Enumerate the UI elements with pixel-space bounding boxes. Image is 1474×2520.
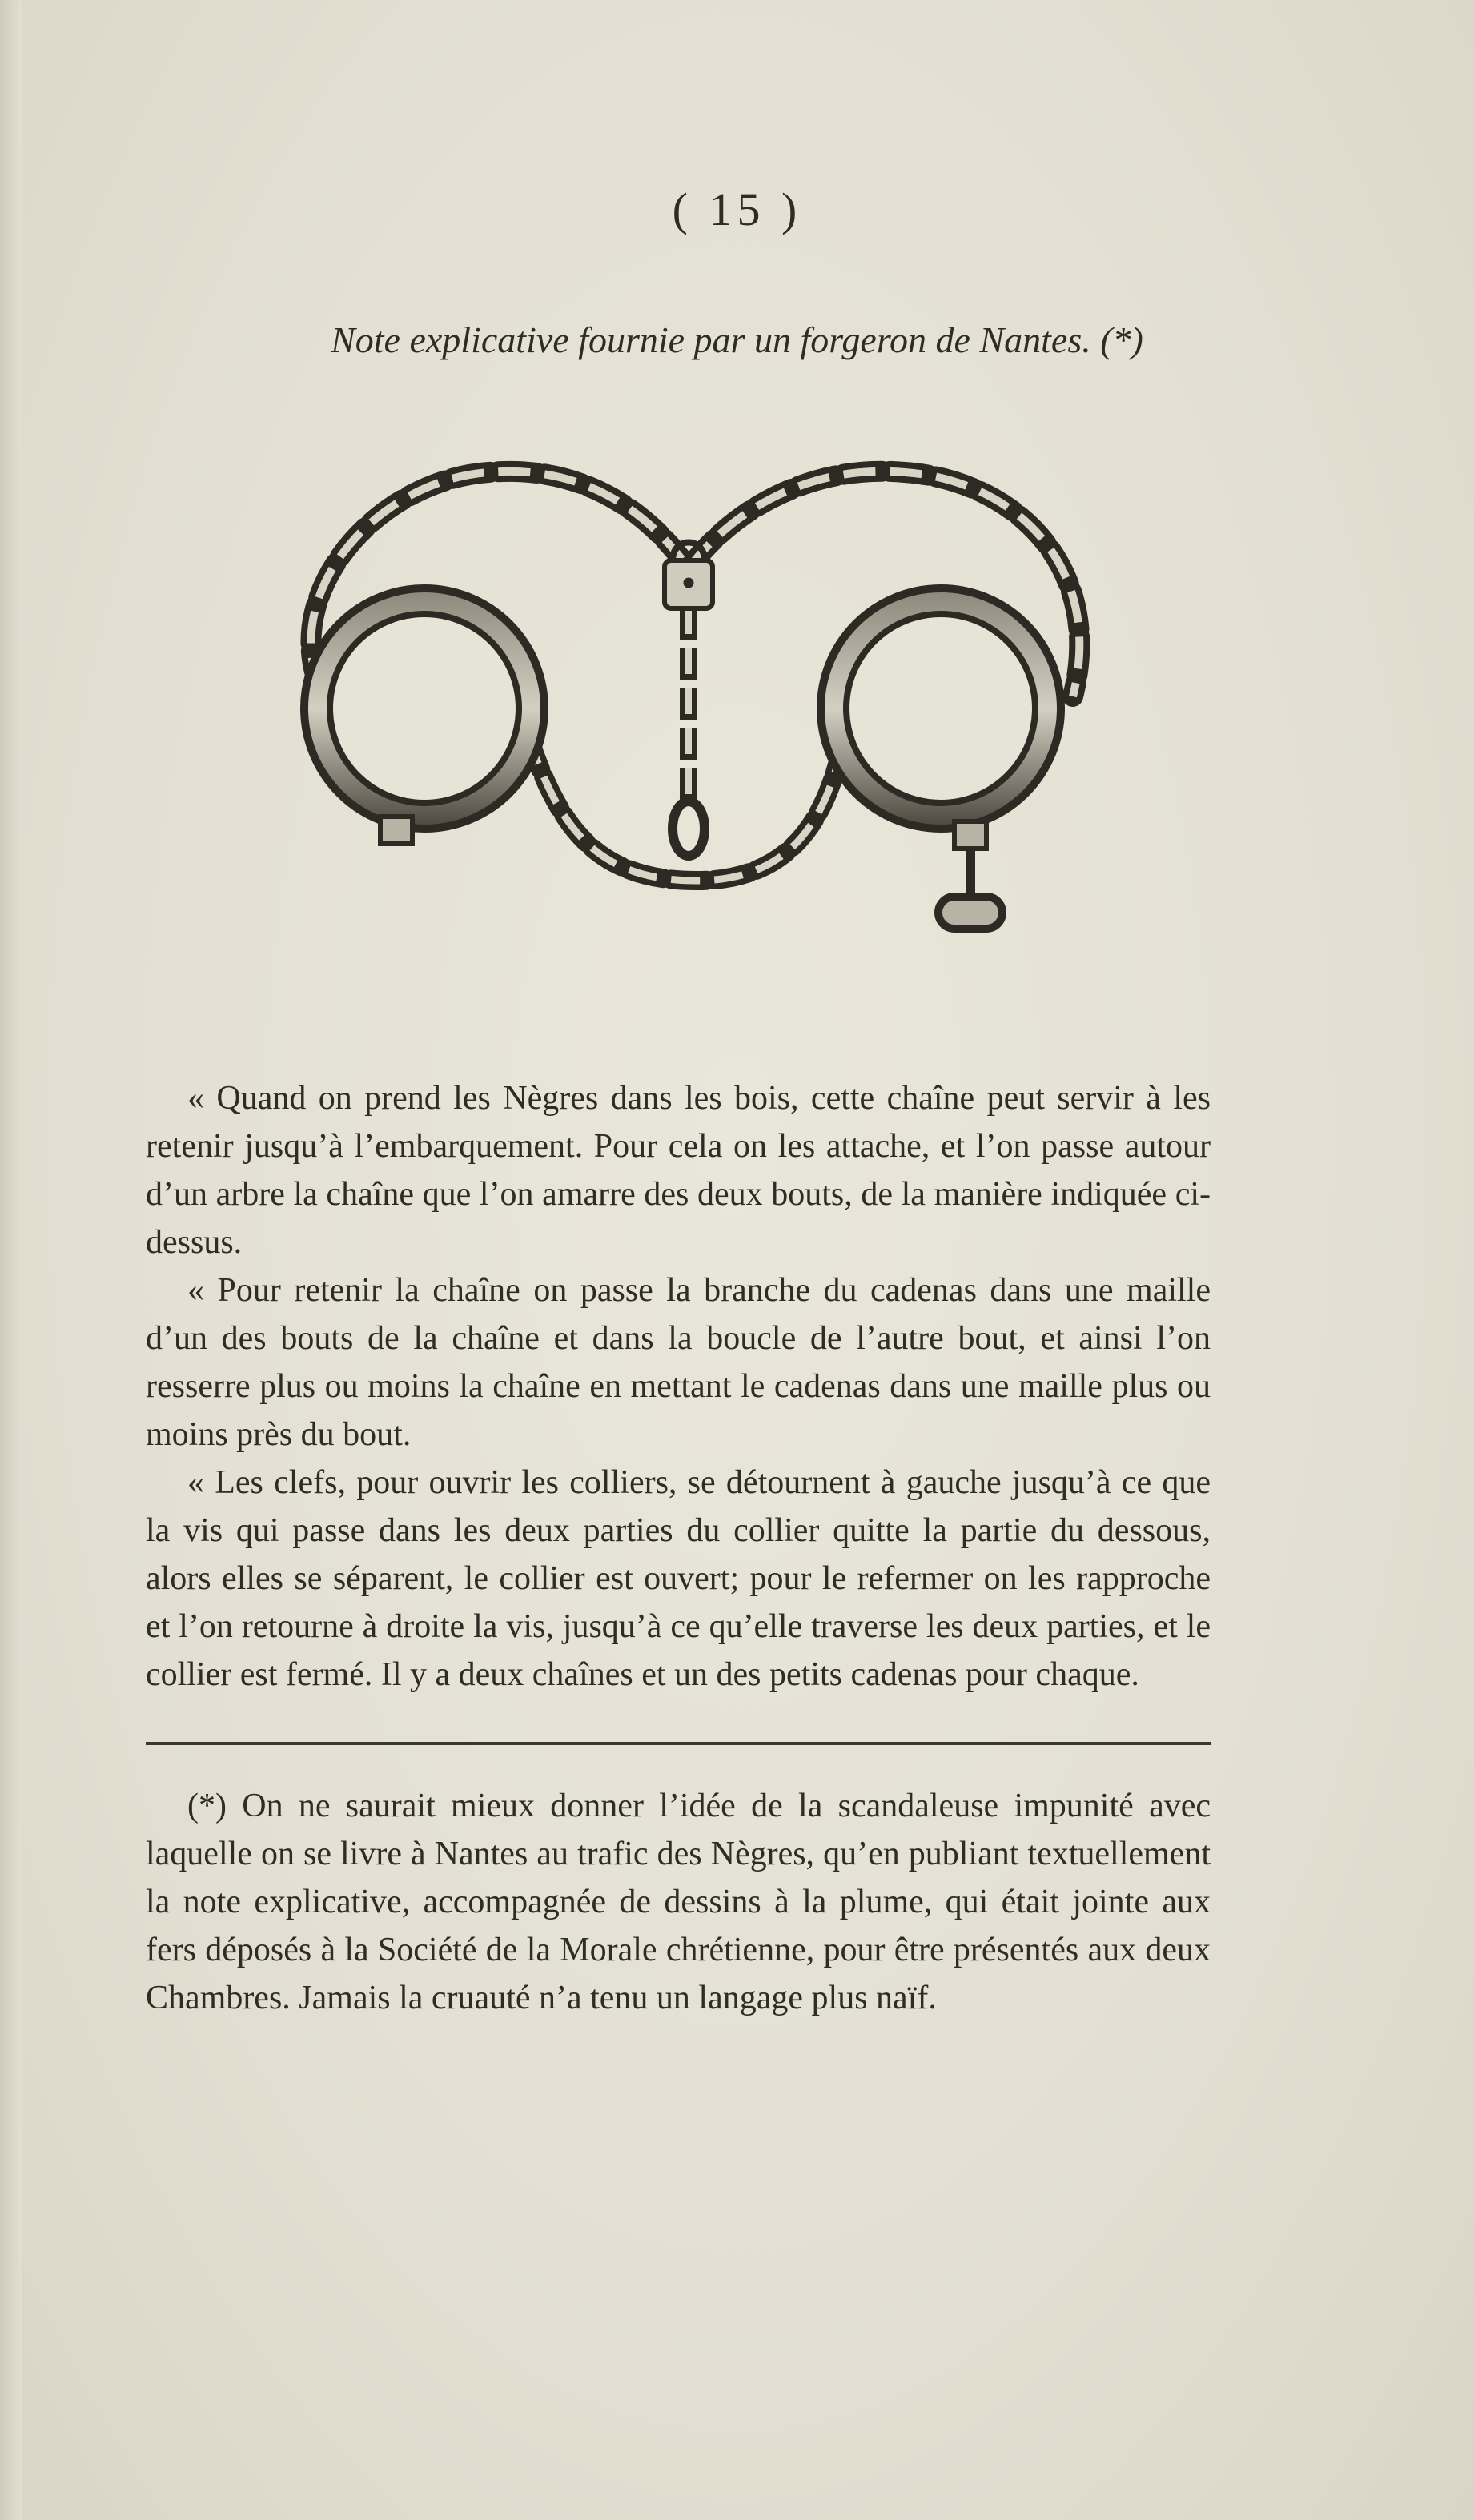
main-text xyxy=(146,1074,1211,1699)
paragraph-3: « Les clefs, pour ouvrir les colliers, se détournent à gauche jusqu’à ce que la vis qui passe dans les deux parties du collier quitte la partie du dessous, alors elles se séparent, le collier est ouvert; pour le refermer on les rapproche et l’on retourne à droite la vis, jusqu’à ce qu’elle traverse les deux parties, et le collier est fermé. Il y a deux chaînes et un des petits cadenas pour chaque. xyxy=(146,1464,1211,1693)
paragraph-2: « Pour retenir la chaîne on passe la branche du cadenas dans une maille d’un des bouts de la chaîne et dans la boucle de l’autre bout, et ainsi l’on resserre plus ou moins la chaîne en mettant le cadenas dans une maille plus ou moins près du bout. xyxy=(146,1272,1211,1453)
footnote-text: (*) On ne saurait mieux donner l’idée de la scandaleuse impunité avec laquelle on se livre à Nantes au trafic des Nègres, qu’en publiant textuellement la note explicative, accompagnée de dessins à la plume, qui était jointe aux fers déposés à la Société de la Morale chrétienne, pour être présentés aux deux Chambres. Jamais la cruauté n’a tenu un langage plus naïf. xyxy=(146,1788,1211,2016)
page-edge-shadow xyxy=(0,0,22,2520)
figure-caption: Note explicative fournie par un forgeron de Nantes. (*) xyxy=(331,319,1143,360)
shackles-icon xyxy=(184,432,1185,993)
footnote-divider xyxy=(146,1742,1211,1745)
footnote xyxy=(146,1782,1211,2022)
paragraph-1: « Quand on prend les Nègres dans les bois, cette chaîne peut servir à les retenir jusqu’à l’embarquement. Pour cela on les attache, et l’on passe autour d’un arbre la chaîne que l’on amarre des deux bouts, de la manière indiquée ci-dessus. xyxy=(146,1080,1211,1261)
page-number: ( 15 ) xyxy=(672,183,802,235)
